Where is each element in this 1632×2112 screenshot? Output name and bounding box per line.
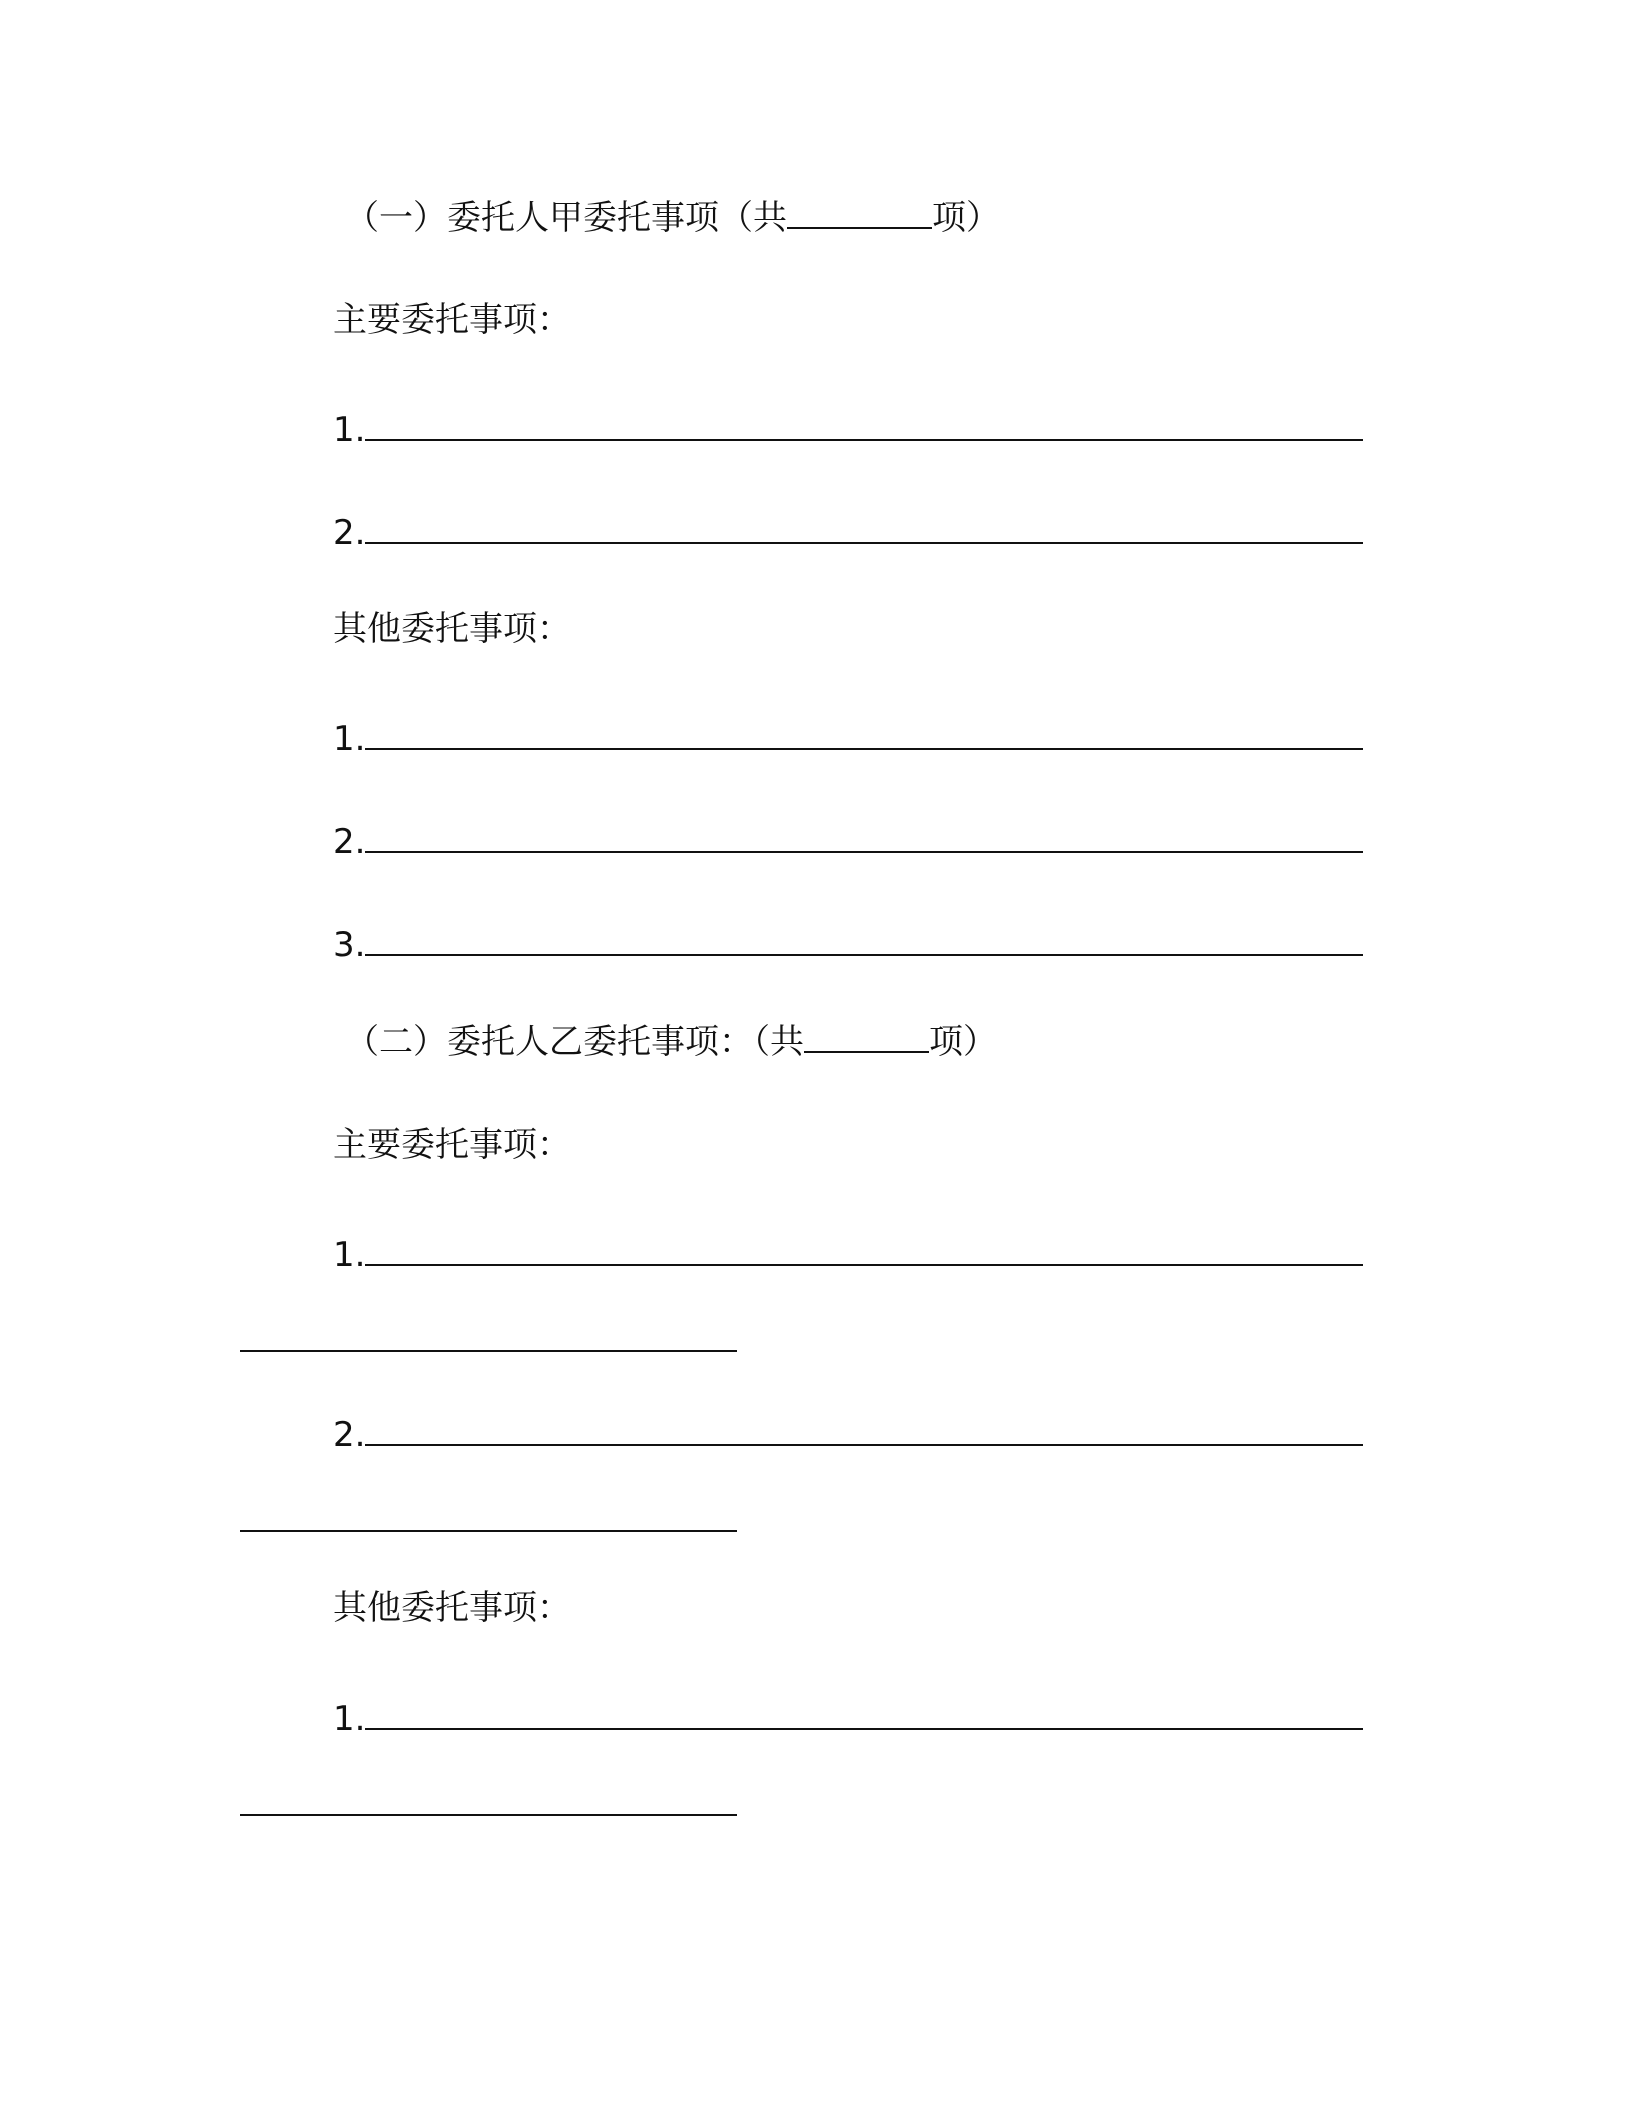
- section-b-main-heading: 主要委托事项：: [333, 1125, 571, 1165]
- item-blank[interactable]: [365, 924, 1363, 956]
- section-a-other-item: [333, 920, 1363, 970]
- item-number: 1.: [333, 410, 366, 450]
- section-a-title-suffix: 项）: [932, 198, 1000, 238]
- section-a-other-item: [333, 714, 1363, 764]
- item-number: 1.: [333, 719, 366, 759]
- section-b-title-prefix: （二）委托人乙委托事项：（共: [345, 1022, 804, 1062]
- section-b-title-suffix: 项）: [929, 1022, 997, 1062]
- item-blank-continuation[interactable]: [240, 1814, 737, 1816]
- section-b-other-heading: 其他委托事项：: [333, 1588, 571, 1628]
- section-a-other-heading: 其他委托事项：: [333, 609, 571, 649]
- item-number: 1.: [333, 1235, 366, 1275]
- section-b-title: [345, 1017, 997, 1067]
- item-blank-continuation[interactable]: [240, 1350, 737, 1352]
- section-a-main-item: [333, 405, 1363, 455]
- section-b-other-item: [333, 1694, 1363, 1744]
- item-blank[interactable]: [365, 512, 1363, 544]
- section-b-count-blank[interactable]: [804, 1021, 929, 1053]
- section-a-main-item: [333, 508, 1363, 558]
- item-blank-continuation[interactable]: [240, 1530, 737, 1532]
- item-blank[interactable]: [365, 1414, 1363, 1446]
- item-number: 1.: [333, 1699, 366, 1739]
- item-number: 2.: [333, 822, 366, 862]
- section-a-title-prefix: （一）委托人甲委托事项（共: [345, 198, 787, 238]
- section-a-main-heading: 主要委托事项：: [333, 300, 571, 340]
- section-a-title: [345, 193, 1000, 243]
- item-blank[interactable]: [365, 718, 1363, 750]
- section-b-main-item: [333, 1410, 1363, 1460]
- item-blank[interactable]: [365, 1698, 1363, 1730]
- section-b-main-item: [333, 1230, 1363, 1280]
- item-number: 2.: [333, 1415, 366, 1455]
- item-blank[interactable]: [365, 409, 1363, 441]
- item-number: 2.: [333, 513, 366, 553]
- section-a-count-blank[interactable]: [787, 197, 932, 229]
- item-number: 3.: [333, 925, 366, 965]
- item-blank[interactable]: [365, 1234, 1363, 1266]
- item-blank[interactable]: [365, 821, 1363, 853]
- section-a-other-item: [333, 817, 1363, 867]
